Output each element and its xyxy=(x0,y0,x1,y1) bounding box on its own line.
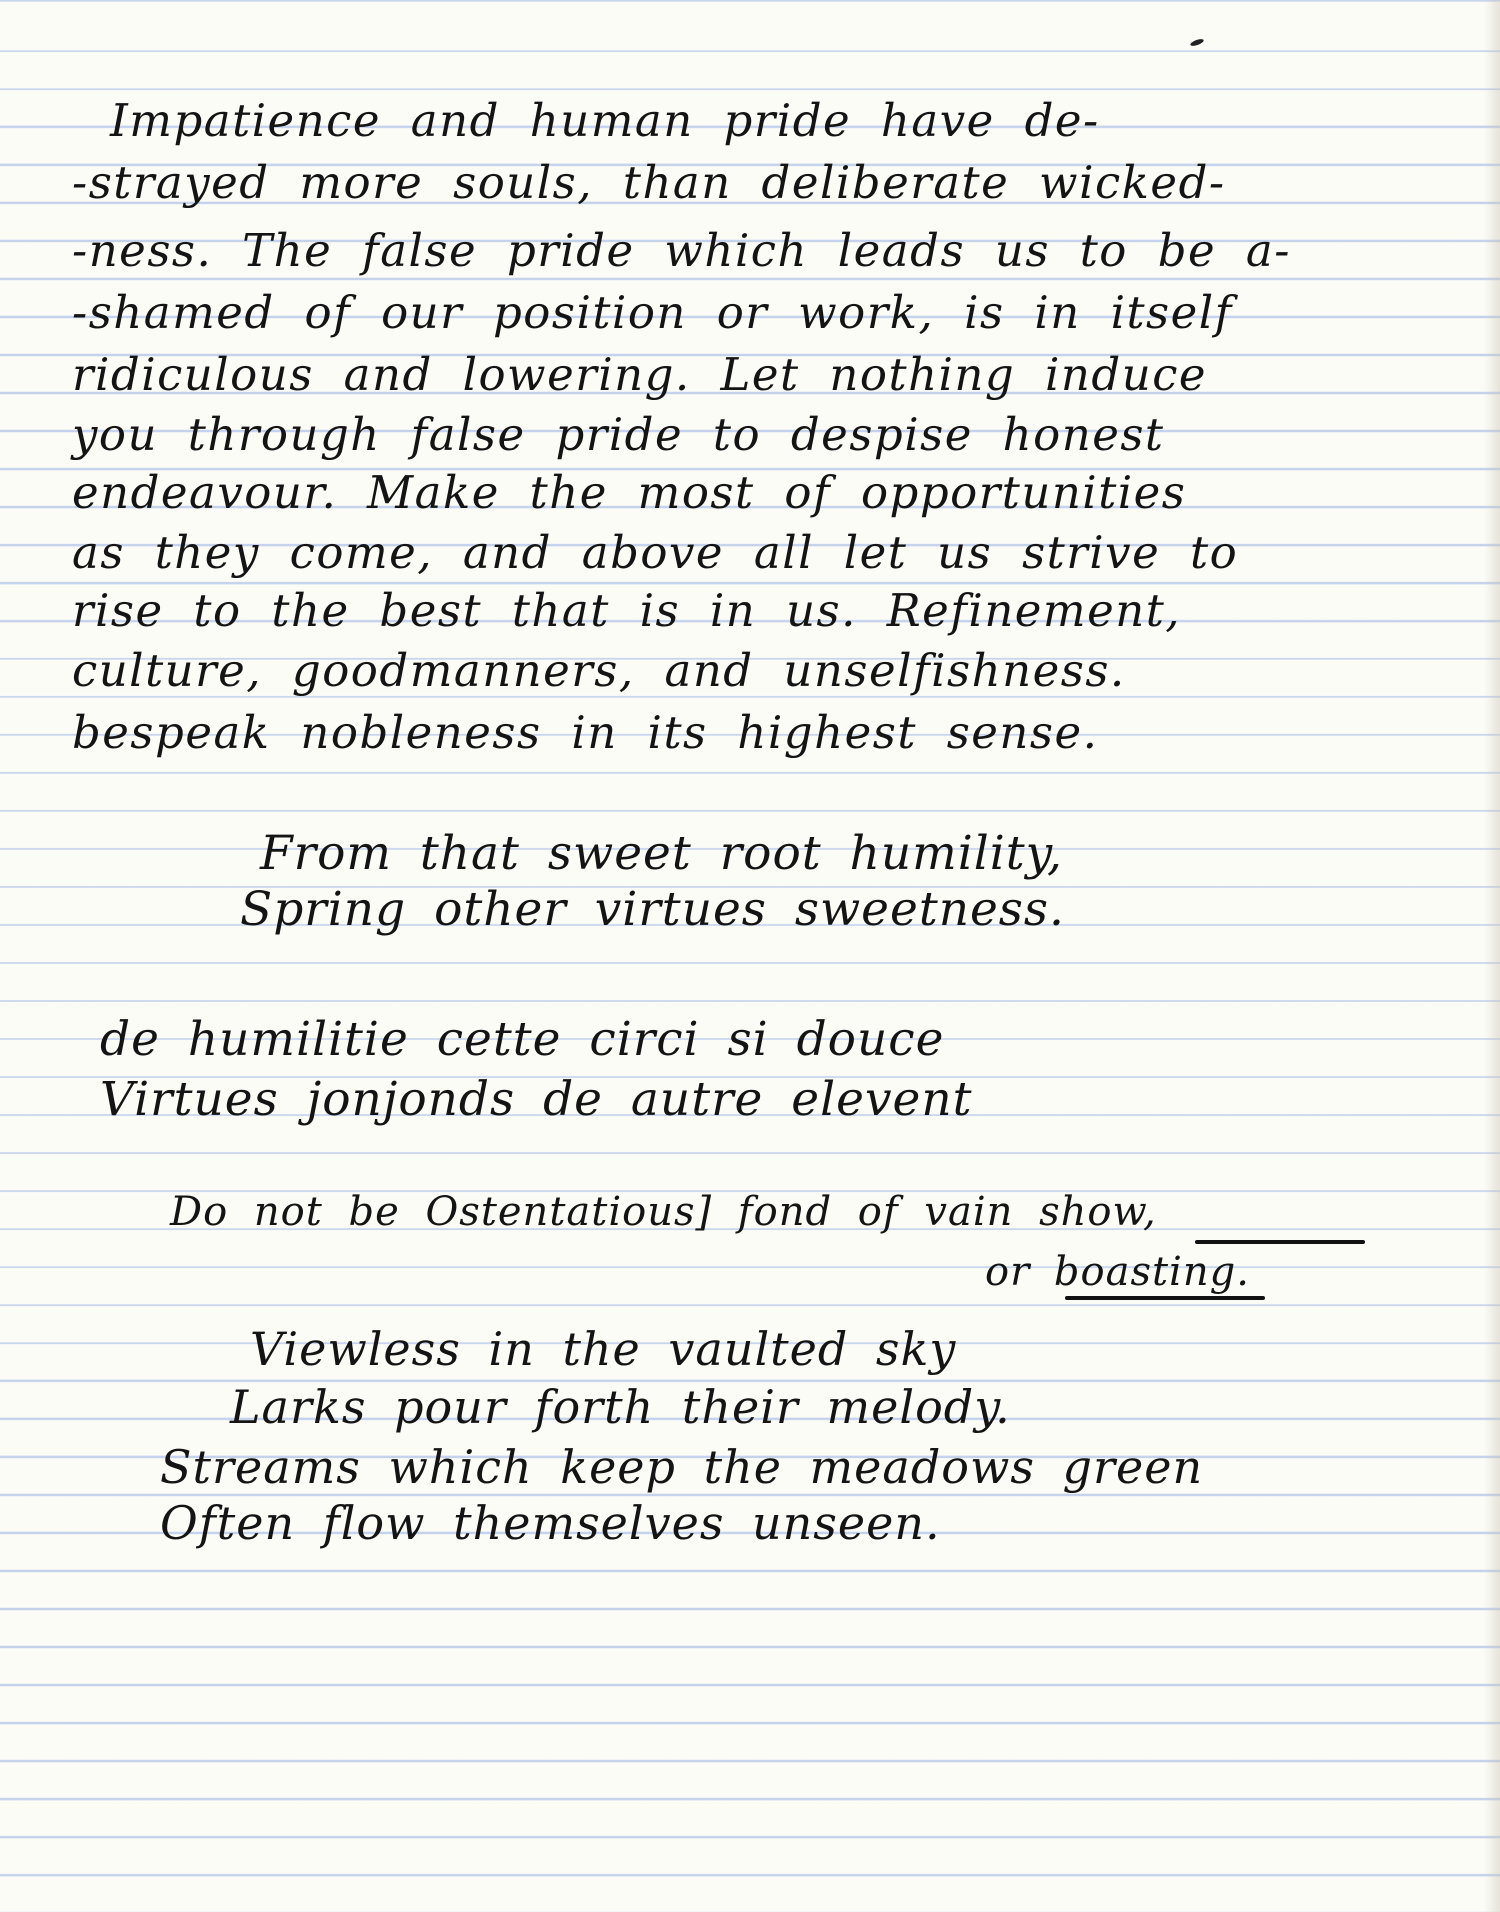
verse-line: Spring other virtues sweetness. xyxy=(240,882,1065,937)
ink-spot xyxy=(1190,38,1205,47)
verse-line: de humilitie cette circi si douce xyxy=(100,1012,945,1067)
passage-line: rise to the best that is in us. Refinement, xyxy=(72,584,1182,637)
passage-line: as they come, and above all let us strive to xyxy=(72,526,1239,579)
passage-line: -shamed of our position or work, is in itself xyxy=(72,286,1233,339)
underline-mark xyxy=(1065,1296,1265,1300)
verse-line: Viewless in the vaulted sky xyxy=(250,1322,957,1376)
verse-line: Often flow themselves unseen. xyxy=(160,1496,941,1550)
passage-line: culture, goodmanners, and unselfishness. xyxy=(72,644,1126,697)
page-edge-shadow xyxy=(1484,0,1500,1912)
maxim-line: Do not be Ostentatious] fond of vain show, xyxy=(170,1189,1157,1235)
passage-line: you through false pride to despise honest xyxy=(72,408,1165,461)
maxim-line: or boasting. xyxy=(985,1249,1250,1295)
verse-line: Larks pour forth their melody. xyxy=(230,1380,1011,1434)
passage-line: ridiculous and lowering. Let nothing induce xyxy=(72,348,1208,401)
passage-line: -ness. The false pride which leads us to be a- xyxy=(72,224,1291,277)
passage-line: endeavour. Make the most of opportunities xyxy=(72,466,1187,519)
passage-line: bespeak nobleness in its highest sense. xyxy=(72,706,1099,759)
verse-line: From that sweet root humility, xyxy=(260,826,1063,881)
passage-line: Impatience and human pride have de- xyxy=(110,94,1100,147)
verse-line: Streams which keep the meadows green xyxy=(160,1440,1204,1494)
underline-mark xyxy=(1195,1240,1365,1244)
passage-line: -strayed more souls, than deliberate wicked- xyxy=(72,156,1226,209)
verse-line: Virtues jonjonds de autre elevent xyxy=(100,1072,973,1127)
